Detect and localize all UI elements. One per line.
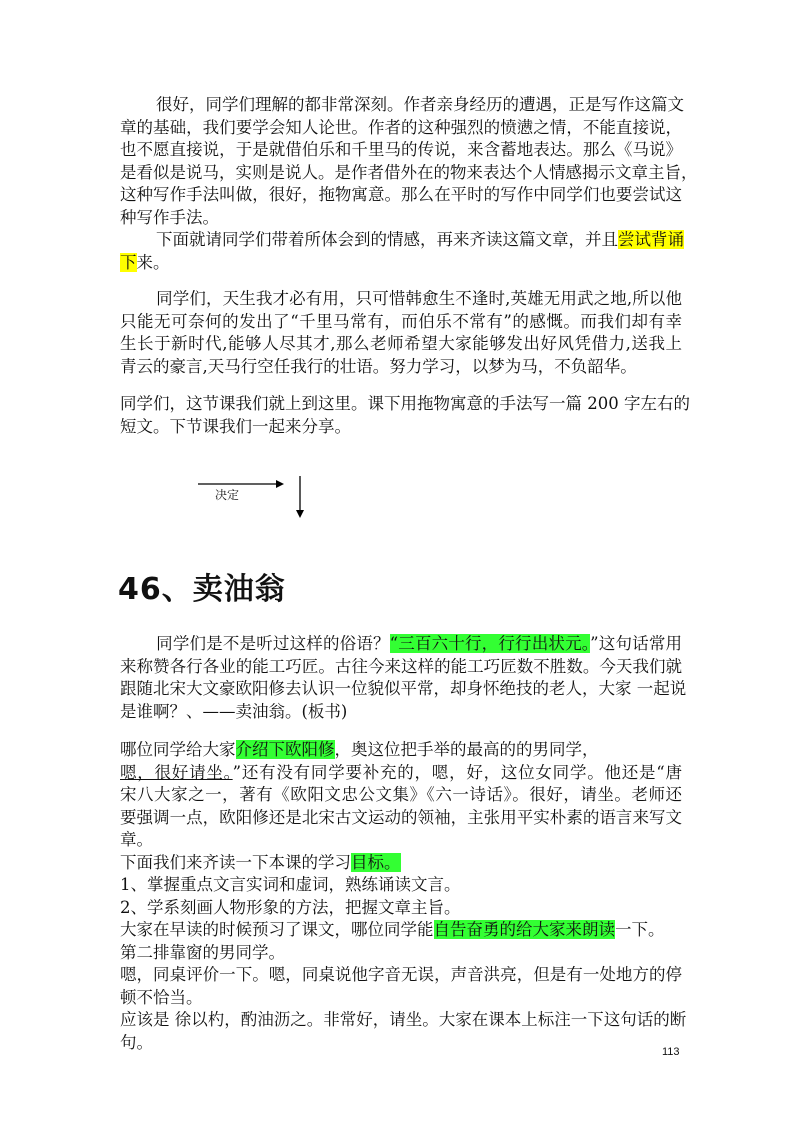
- text-segment: 是看似是说马，实则是说人。是作者借外在的物来表达个人情感揭示文章主旨，: [120, 162, 698, 182]
- text-line: [120, 829, 682, 852]
- text-line: [120, 184, 682, 207]
- text-line: [120, 633, 682, 656]
- text-line: [120, 333, 682, 356]
- text-line: [120, 252, 682, 275]
- text-line: [120, 1032, 682, 1055]
- text-segment: 下面就请同学们带着所体会到的情感，再来齐读这篇文章，并且: [156, 230, 618, 249]
- right-arrow-icon: [198, 480, 284, 488]
- text-line: [120, 784, 682, 807]
- text-line: [120, 656, 682, 679]
- text-line: [120, 852, 682, 875]
- text-segment: 生长于新时代,能够人尽其才,那么老师希望大家能够发出好风凭借力,送我上: [120, 334, 682, 353]
- text-line: [120, 987, 682, 1010]
- text-segment: 一下。: [615, 920, 665, 939]
- text-line: [120, 139, 682, 162]
- text-segment: 同学们，这节课我们就上到这里。课下用拖物寓意的手法写一篇 200 字左右的: [120, 394, 690, 413]
- text-line: [120, 393, 690, 416]
- text-segment: 种写作手法。: [120, 207, 219, 227]
- text-segment: 哪位同学给大家: [120, 740, 236, 759]
- text-segment: 应该是 徐以杓，酌油沥之。非常好，请坐。大家在课本上标注一下这句话的断: [120, 1010, 687, 1029]
- text-line: [120, 678, 687, 701]
- paragraph-encouragement: [120, 288, 682, 378]
- text-segment: 章。: [120, 830, 153, 849]
- text-segment: 很好，同学们理解的都非常深刻。作者亲身经历的遭遇，正是写作这篇文: [156, 95, 684, 114]
- text-segment: 宋八大家之一，著有《欧阳文忠公文集》《六一诗话》。很好，请坐。老师还: [120, 785, 682, 804]
- text-line: [120, 94, 682, 117]
- paragraph-metaphor-summary: [120, 94, 698, 274]
- text-segment: 同学们，天生我才必有用，只可惜韩愈生不逢时,英雄无用武之地,所以他: [156, 289, 682, 308]
- text-segment: 来称赞各行各业的能工巧匠。古往今来这样的能工巧匠数不胜数。今天我们就: [120, 656, 682, 676]
- text-line: [120, 416, 682, 439]
- text-segment: 2、学系刻画人物形象的方法，把握文章主旨。: [120, 897, 461, 917]
- text-line: [120, 117, 682, 140]
- text-segment: 这种写作手法叫做，很好，拖物寓意。那么在平时的写作中同学们也要尝试这: [120, 185, 682, 204]
- text-line: [120, 288, 682, 311]
- text-segment: 章的基础，我们要学会知人论世。作者的这种强烈的愤懑之情，不能直接说，: [120, 117, 682, 137]
- text-segment: 跟随北宋大文豪欧阳修去认识一位貌似平常，却身怀绝技的老人，大家 一起说: [120, 679, 687, 698]
- text-segment: 大家在早读的时候预习了课文，哪位同学能: [120, 920, 434, 939]
- highlighted-text: “三百六十行，行行出状元。: [389, 634, 591, 653]
- highlighted-text: 自告奋勇的给大家来朗读: [433, 920, 615, 939]
- text-line: [120, 207, 682, 230]
- text-line: [120, 762, 682, 785]
- section-heading: 46、卖油翁: [118, 572, 286, 607]
- highlighted-text: 尝试背诵: [618, 230, 684, 249]
- text-segment: ”这句话常用: [590, 634, 682, 653]
- text-segment: ”还有没有同学要补充的，嗯，好，这位女同学。他还是“唐: [232, 762, 683, 782]
- text-segment: 下面我们来齐读一下本课的学习: [120, 852, 351, 872]
- down-arrow-icon: [296, 476, 304, 518]
- text-segment: 1、掌握重点文言实词和虚词，熟练诵读文言。: [120, 875, 461, 894]
- text-line: [120, 1009, 687, 1032]
- highlighted-text: 介绍下欧阳修: [235, 740, 335, 759]
- text-segment: 青云的豪言,天马行空任我行的壮语。努力学习，以梦为马，不负韶华。: [120, 356, 637, 376]
- text-line: [120, 964, 682, 987]
- highlighted-text: 下: [120, 252, 137, 272]
- text-line: [120, 356, 682, 379]
- text-segment: 只能无可奈何的发出了“千里马常有，而伯乐不常有”的感慨。而我们却有幸: [120, 311, 682, 331]
- page-number: 113: [662, 1046, 680, 1058]
- text-segment: 顿不恰当。: [120, 987, 203, 1007]
- text-segment: 也不愿直接说，于是就借伯乐和千里马的传说，来含蓄地表达。那么《马说》: [120, 140, 682, 159]
- paragraph-intro-proverb: [120, 633, 687, 723]
- text-segment: 嗯，同桌评价一下。嗯，同桌说他字音无误，声音洪亮，但是有一处地方的停: [120, 965, 682, 984]
- text-line: [120, 701, 682, 724]
- text-line: [120, 897, 682, 920]
- text-segment: 要强调一点，欧阳修还是北宋古文运动的领袖，主张用平实朴素的语言来写文: [120, 807, 682, 827]
- text-line: [120, 739, 682, 762]
- text-segment: ，奥这位把手举的最高的的男同学，: [334, 740, 599, 759]
- text-line: [120, 807, 682, 830]
- text-segment: 是谁啊？、——卖油翁。(板书): [120, 701, 348, 721]
- paragraph-lesson-dialogue: [120, 739, 687, 1054]
- paragraph-homework: [120, 393, 690, 438]
- text-line: [120, 311, 682, 334]
- text-line: [120, 919, 682, 942]
- text-line: [120, 874, 682, 897]
- text-line: [120, 229, 682, 252]
- text-segment: 第二排靠窗的男同学。: [120, 942, 285, 962]
- text-segment: 短文。下节课我们一起来分享。: [120, 416, 351, 436]
- diagram-label: 决定: [215, 488, 240, 502]
- highlighted-text: 目标。: [351, 852, 401, 872]
- text-segment: 来。: [136, 252, 170, 272]
- text-line: [120, 942, 682, 965]
- text-segment: 句。: [120, 1032, 153, 1052]
- decision-arrow-diagram: [196, 470, 316, 530]
- text-line: [120, 162, 698, 185]
- text-segment: 同学们是不是听过这样的俗语？: [156, 634, 390, 653]
- underlined-text: 嗯，很好请坐。: [120, 762, 233, 782]
